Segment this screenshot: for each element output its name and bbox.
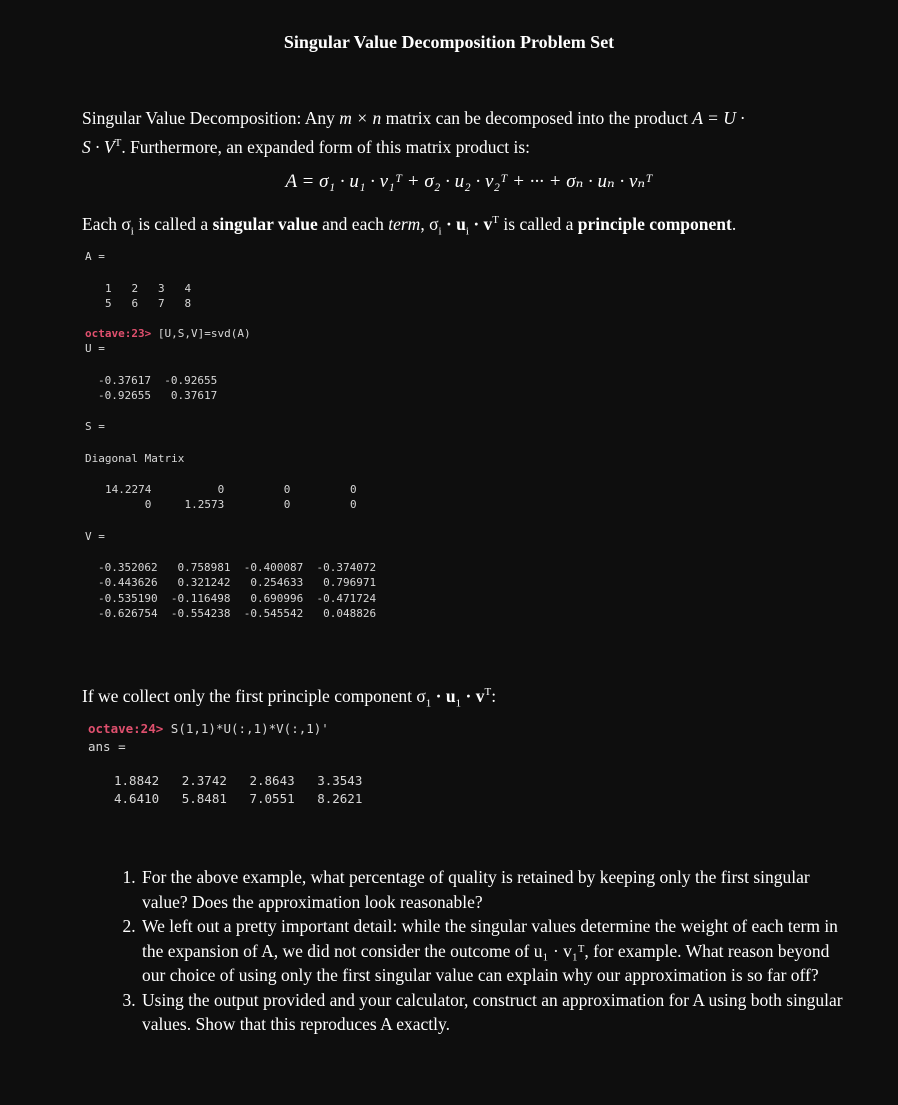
intro-math-product: A = U · [692, 108, 745, 128]
matrix-v-row-4: -0.626754 -0.554238 -0.545542 0.048826 [98, 607, 377, 620]
page-title: Singular Value Decomposition Problem Set [283, 32, 615, 52]
collect-text-d: : [491, 685, 497, 706]
def-principle-component: principle component [577, 213, 732, 234]
collect-paragraph [82, 680, 842, 716]
octave-command-svd [85, 327, 251, 340]
question-item: 3. Using the output provided and your calculator, construct an approximation for A using both singular values. Show that this reproduces A exactly. [140, 988, 855, 1037]
matrix-a-row-2: 5 6 7 8 [105, 297, 192, 310]
intro-paragraph [82, 106, 842, 160]
def-term: term [388, 213, 421, 234]
octave-prompt-23: octave:23> [85, 327, 152, 340]
intro-math-mn: m × n [339, 108, 382, 128]
svd-command: [U,S,V]=svd(A) [151, 327, 251, 340]
def-text-d: , σ [420, 213, 439, 234]
matrix-a-label: A = [85, 250, 105, 263]
matrix-s-type: Diagonal Matrix [85, 452, 185, 465]
matrix-v-row-1: -0.352062 0.758981 -0.400087 -0.374072 [98, 561, 377, 574]
def-sub-i: i [130, 225, 134, 238]
question-item: 1. For the above example, what percentage of quality is retained by keeping only the first singular value? Does the approximation look reasonable? [140, 865, 855, 914]
def-text-b: is called a [133, 213, 213, 234]
matrix-s-row-1: 14.2274 0 0 0 [105, 483, 357, 496]
def-text-c: and each [317, 213, 389, 234]
collect-sup-t: T [484, 686, 492, 698]
def-text-h: . [731, 213, 737, 234]
matrix-s-label: S = [85, 420, 105, 433]
matrix-s-row-2: 0 1.2573 0 0 [105, 498, 357, 511]
def-text-g: is called a [499, 213, 578, 234]
intro-sup-t: T [114, 137, 122, 149]
def-v: · v [468, 213, 493, 234]
definition-paragraph [82, 208, 842, 244]
collect-u: · u [431, 685, 456, 706]
def-u: · u [441, 213, 466, 234]
matrix-a-row-1: 1 2 3 4 [105, 282, 192, 295]
matrix-u-row-2: -0.92655 0.37617 [98, 389, 218, 402]
matrix-v-row-3: -0.535190 -0.116498 0.690996 -0.471724 [98, 592, 377, 605]
octave-prompt-24: octave:24> [88, 721, 164, 736]
collect-sub-1b: 1 [455, 697, 462, 710]
intro-math-sv: S · V [82, 136, 115, 157]
def-sup-t: T [492, 214, 500, 226]
ans-row-1: 1.8842 2.3742 2.8643 3.3543 [114, 773, 363, 788]
ans-row-2: 4.6410 5.8481 7.0551 8.2621 [114, 791, 363, 806]
octave-command-rank1 [88, 721, 329, 736]
expansion-formula: A = σ₁ · u₁ · v₁ᵀ + σ₂ · u₂ · v₂ᵀ + ··· + σₙ · uₙ · vₙᵀ [285, 171, 653, 192]
def-text-a: Each σ [82, 213, 131, 234]
matrix-u-row-1: -0.37617 -0.92655 [98, 374, 218, 387]
matrix-v-row-2: -0.443626 0.321242 0.254633 0.796971 [98, 576, 377, 589]
collect-text-a: If we collect only the first principle component σ [82, 685, 426, 706]
def-sub-i3: i [465, 225, 469, 238]
intro-text-b: matrix can be decomposed into the product [381, 108, 693, 128]
matrix-v-label: V = [85, 530, 105, 543]
intro-text-c: . Furthermore, an expanded form of this matrix product is: [121, 136, 531, 157]
matrix-u-label: U = [85, 342, 105, 355]
question-item: 2. We left out a pretty important detail: while the singular values determine the weight of each term in the expansion of A, we did not consider the outcome of u₁ · v₁ᵀ, for example. What reason beyond our choice of using only the first singular value can explain why our approximation is so far off? [140, 914, 855, 988]
collect-sub-1: 1 [425, 697, 432, 710]
intro-text-a: Singular Value Decomposition: Any [82, 108, 340, 128]
rank1-command: S(1,1)*U(:,1)*V(:,1)' [163, 721, 329, 736]
def-singular-value: singular value [212, 213, 318, 234]
ans-label: ans = [88, 739, 126, 754]
def-sub-i2: i [438, 225, 442, 238]
collect-v: · v [461, 685, 485, 706]
question-list [108, 865, 855, 1037]
